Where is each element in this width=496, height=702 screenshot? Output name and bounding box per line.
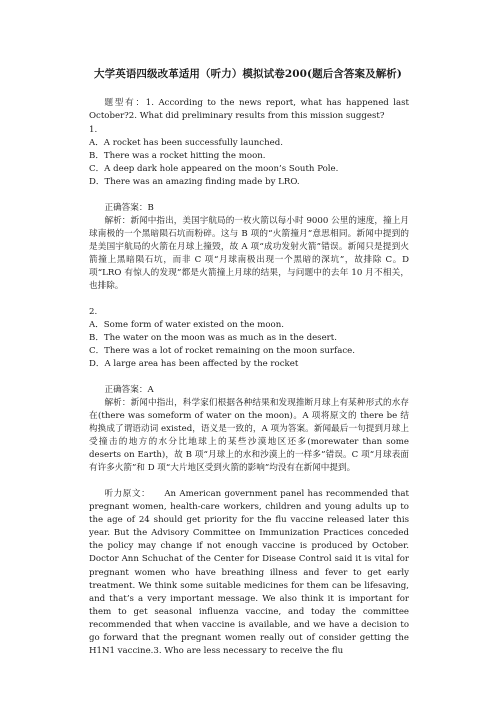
answer-1: 正确答案：B [104,203,154,213]
question-type-intro: 题型有：1. According to the news report, what has happened last October?2. What did preliminary results from this mission suggest? [89,98,409,122]
question-2 [89,306,409,371]
question-1 [89,124,409,189]
option-b: B．The water on the moon was as much as in the desert. [89,333,337,344]
option-c: C．There was a lot of rocket remaining on the moon surface. [89,346,355,357]
question-number: 2. [89,307,98,317]
question-number: 1. [89,125,98,135]
option-d: D．There was an amazing finding made by LRO. [89,177,300,188]
listening-transcript: 听力原文： An American government panel has recommended that pregnant women, health-care workers, children and young adults up to the age of 24 should get priority for the flu vaccine released later this year. But the Advisory Committee on Immunization Practices conceded the policy may change if not enough vaccine is produced by October. Doctor Ann Schuchat of the Center for Disease Control said it is vital for pregnant women who have breathing illness and fever to get early treatment. We think some suitable medicines for them can be lifesaving, and that’s a very important message. We also think it is important for them to get seasonal influenza vaccine, and today the committee recommended that when vaccine is available, and we have a decision to go forward that the pregnant women really out of consider getting the H1N1 vaccine.3. Who are less necessary to receive the flu [89,489,409,657]
option-a: A．A rocket has been successfully launched. [89,138,283,149]
explanation-1: 解析：新闻中指出，美国宇航局的一枚火箭以每小时 9000 公里的速度，撞上月球南极的一个黑暗陨石坑而粉碎。这与 B 项的“火箭撞月”意思相同。新闻中提到的是美国宇航局的火箭在月球上撞毁，故 A 项“成功发射火箭”错误。新闻只是提到火箭撞上黑暗陨石坑，而非 C 项“月球南极出现一个黑暗的深坑”，故排除 C。D 项“LRO 有惊人的发现”都是火箭撞上月球的结果，与问题中的去年 10 月不相关，也排除。 [89,216,409,292]
answer-2: 正确答案：A [104,385,154,395]
explanation-2: 解析：新闻中指出，科学家们根据各种结果和发现推断月球上有某种形式的水存在(there was someform of water on the moon)。A 项将原文的 there be 结构换成了谓语动词 existed，语义是一致的，A 项为答案。新闻最后一句提到月球上受撞击的地方的水分比地球上的某些沙漠地区还多(morewater than some deserts on Earth)，故 B 项“月球上的水和沙漠上的一样多”错误。C 项“月球表面有许多火箭”和 D 项“大片地区受到火箭的影响”均没有在新闻中提到。 [89,398,409,474]
option-c: C．A deep dark hole appeared on the moon’s South Pole. [89,164,339,175]
document-title: 大学英语四级改革适用（听力）模拟试卷200(题后含答案及解析) [94,68,402,80]
option-d: D．A large area has been affected by the rocket [89,359,299,370]
option-b: B．There was a rocket hitting the moon. [89,151,266,162]
option-a: A．Some form of water existed on the moon. [89,320,284,331]
